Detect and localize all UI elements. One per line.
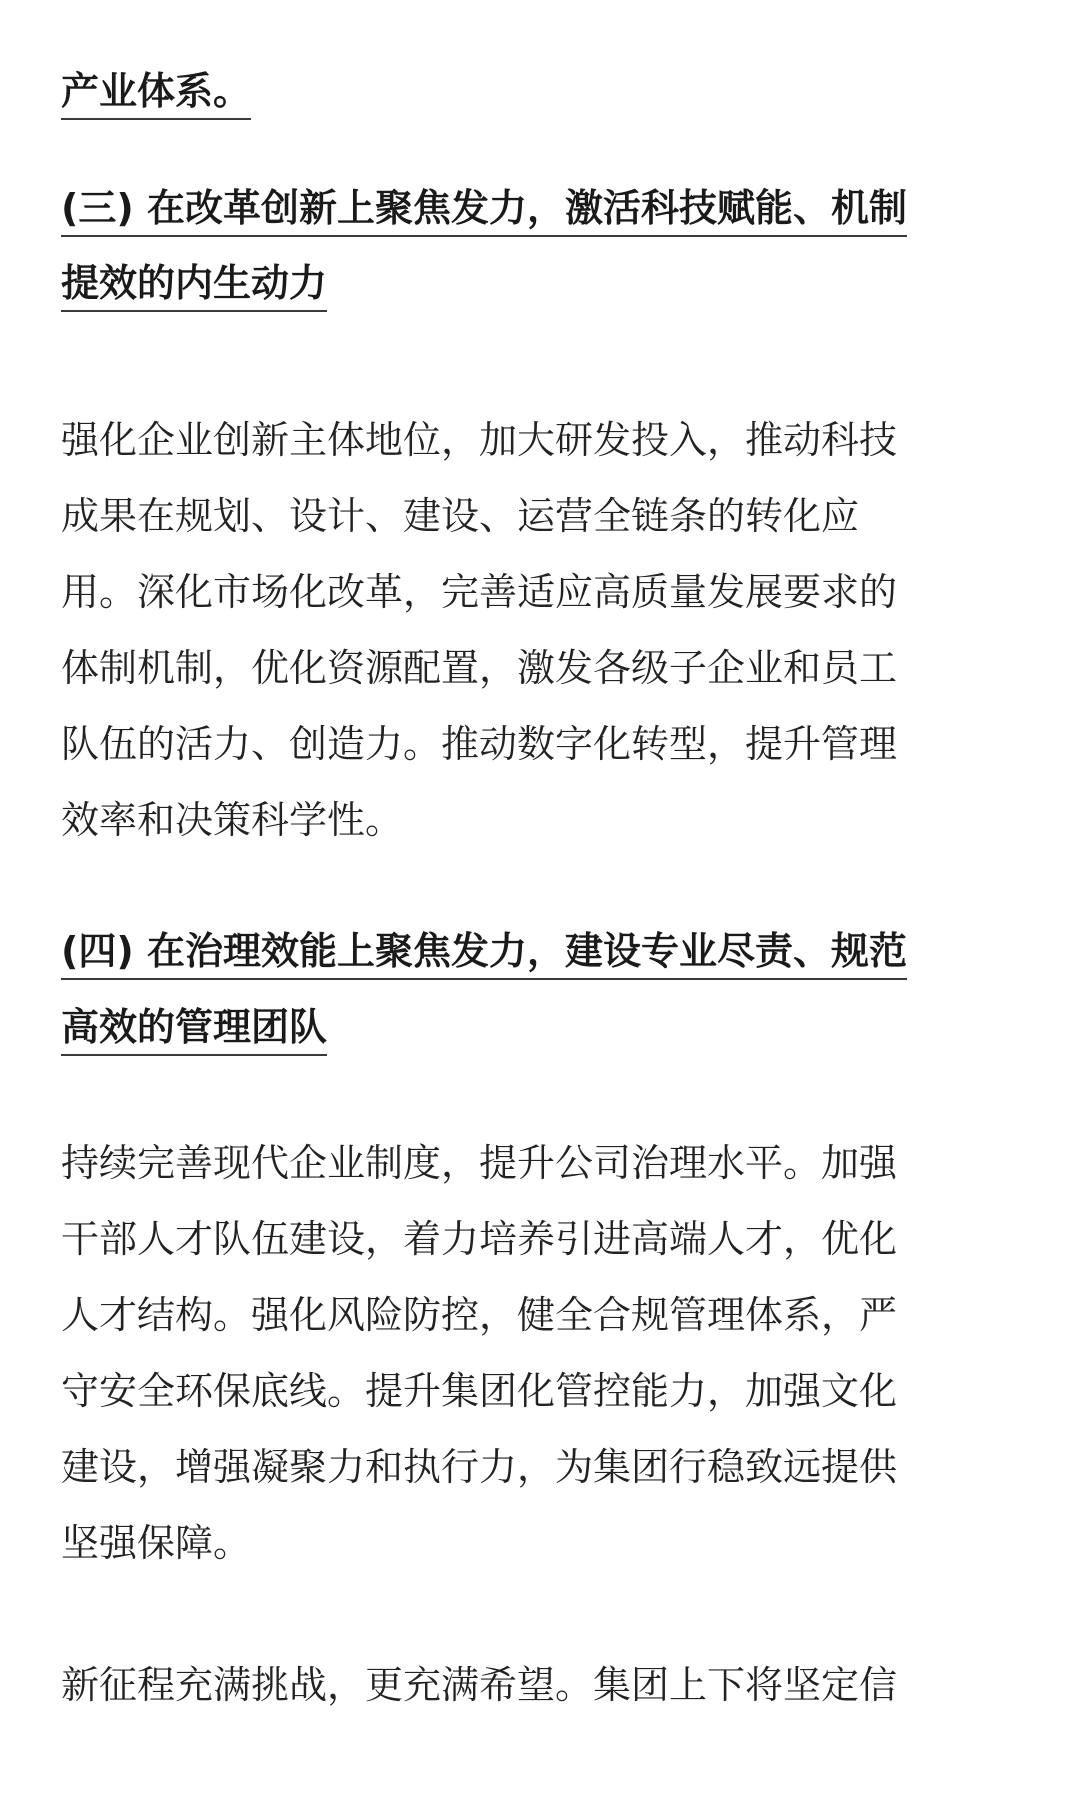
section-4-paragraph-line: 持续完善现代企业制度，提升公司治理水平。加强 (61, 1141, 898, 1185)
closing-paragraph-line: 新征程充满挑战，更充满希望。集团上下将坚定信 (61, 1663, 898, 1707)
section-4-heading-line-2: 高效的管理团队 (61, 994, 327, 1056)
section-3-paragraph-line: 队伍的活力、创造力。推动数字化转型，提升管理 (61, 722, 898, 766)
section-3-heading-line-1: (三) 在改革创新上聚焦发力，激活科技赋能、机制 (61, 175, 907, 237)
section-4-paragraph-line: 干部人才队伍建设，着力培养引进高端人才，优化 (61, 1217, 898, 1261)
section-4-paragraph-line: 坚强保障。 (61, 1521, 252, 1565)
section-4-heading-line-1: (四) 在治理效能上聚焦发力，建设专业尽责、规范 (61, 918, 907, 980)
section-3-heading-line-2: 提效的内生动力 (61, 250, 327, 312)
section-3-paragraph-line: 体制机制，优化资源配置，激发各级子企业和员工 (61, 646, 898, 690)
section-4-paragraph-line: 建设，增强凝聚力和执行力，为集团行稳致远提供 (61, 1445, 898, 1489)
section-3-paragraph-line: 成果在规划、设计、建设、运营全链条的转化应 (61, 494, 860, 538)
section-3-paragraph-line: 效率和决策科学性。 (61, 798, 404, 842)
intro-tail-text: 产业体系。 (61, 58, 251, 120)
section-4-paragraph-line: 守安全环保底线。提升集团化管控能力，加强文化 (61, 1369, 898, 1413)
section-3-paragraph-line: 用。深化市场化改革，完善适应高质量发展要求的 (61, 570, 898, 614)
section-3-paragraph-line: 强化企业创新主体地位，加大研发投入，推动科技 (61, 418, 898, 462)
section-4-paragraph-line: 人才结构。强化风险防控，健全合规管理体系，严 (61, 1293, 898, 1337)
